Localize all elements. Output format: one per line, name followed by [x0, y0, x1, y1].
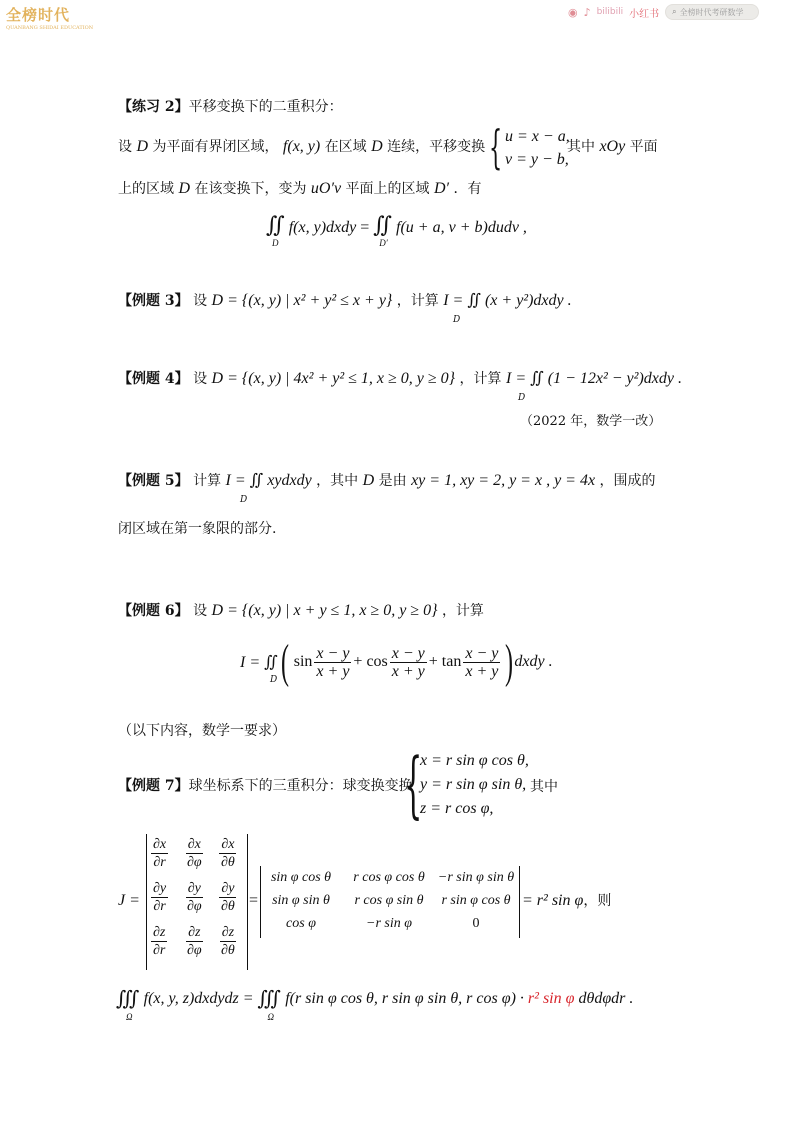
tan-label: + tan — [428, 653, 462, 670]
frac-num: x − y — [391, 644, 425, 662]
example4-source: （2022 年，数学一改） — [520, 414, 662, 429]
example7-heading — [118, 777, 413, 795]
triple-right: f(r sin φ cos θ, r sin φ sin θ, r cos φ) · — [285, 989, 524, 1007]
partial-den: ∂r — [153, 943, 166, 958]
frac-num: x − y — [316, 644, 350, 662]
left-paren: ( — [280, 635, 289, 688]
text: ，其中 — [316, 473, 359, 489]
spherical-x: x = r sin φ cos θ, — [420, 752, 529, 769]
formula-left: f(x, y)dxdy — [288, 219, 357, 236]
partial-den: ∂φ — [187, 899, 202, 914]
text: 设 — [193, 293, 208, 309]
symbol-D: D — [371, 138, 383, 155]
text: 在区域 — [324, 139, 367, 155]
example4-tag: 【例题 4】 — [118, 371, 189, 387]
text: 其中 — [567, 139, 595, 155]
text: 设 — [193, 603, 208, 619]
example4 — [118, 370, 682, 388]
symbol-uOv: uO′v — [310, 180, 342, 197]
practice2-title: 平移变换下的二重积分： — [188, 99, 343, 115]
practice2-tag: 【练习 2】 — [118, 99, 189, 115]
example3 — [118, 292, 572, 310]
system-u: u = x − a, — [505, 128, 570, 145]
frac-den: x + y — [316, 662, 350, 680]
frac-den: x + y — [465, 662, 499, 680]
symbol-D: D — [178, 180, 191, 197]
example6-subscript: D — [270, 675, 278, 685]
text: ，计算 — [396, 293, 439, 309]
partial-derivative — [219, 836, 237, 871]
partial-num: ∂z — [153, 925, 166, 940]
subscript-omega: Ω — [126, 1012, 133, 1022]
matrix-cell: sin φ sin θ — [272, 893, 330, 908]
frac-num: x − y — [465, 644, 499, 662]
example3-subscript: D — [453, 315, 461, 325]
cos-label: + cos — [353, 653, 388, 670]
partial-derivative — [185, 836, 204, 871]
I-eq: I = ∬ — [240, 654, 278, 671]
text: 上的区域 — [118, 181, 174, 197]
system-v: v = y − b, — [505, 151, 569, 168]
J-then: ，则 — [583, 894, 612, 909]
partial-num: ∂y — [153, 881, 167, 896]
bilibili-icon[interactable]: bilibili — [596, 7, 624, 17]
example4-integral: I = ∬ (1 − 12x² − y²)dxdy . — [505, 370, 682, 387]
example7-after: 其中 — [530, 779, 558, 795]
example3-integral: I = ∬ (x + y²)dxdy . — [443, 292, 572, 309]
spherical-brace: { — [404, 742, 423, 826]
text: ，计算 — [459, 371, 502, 387]
matrix-cell: r sin φ cos θ — [441, 893, 511, 908]
matrix-cell: −r sin φ sin θ — [437, 870, 515, 885]
text: ，围成的 — [599, 473, 656, 489]
partial-num: ∂x — [153, 837, 167, 852]
xiaohongshu-icon[interactable]: 小红书 — [629, 8, 660, 20]
matrix-cell: −r sin φ — [366, 916, 412, 931]
partial-num: ∂y — [187, 881, 201, 896]
right-paren: ) — [505, 635, 514, 688]
partial-num: ∂x — [187, 837, 201, 852]
matrix-cell: sin φ cos θ — [270, 870, 332, 885]
text: 平面 — [629, 139, 658, 155]
example5-curves: xy = 1, xy = 2, y = x , y = 4x — [411, 472, 596, 489]
spherical-z: z = r cos φ, — [420, 800, 494, 817]
brand-logo — [6, 4, 93, 31]
partial-num: ∂x — [221, 837, 235, 852]
J-result — [522, 892, 611, 911]
frac-den: x + y — [391, 662, 425, 680]
text: 连续，平移变换 — [387, 139, 486, 155]
partial-den: ∂r — [153, 899, 166, 914]
matrix-cell: 0 — [472, 916, 480, 931]
formula-right: f(u + a, v + b)dudv , — [396, 219, 527, 236]
partial-derivative — [185, 924, 204, 959]
partial-derivative — [219, 924, 237, 959]
text: 设 — [118, 139, 132, 155]
example4-subscript: D — [518, 393, 526, 403]
partial-den: ∂θ — [221, 899, 235, 914]
example5-integral: I = ∬ xydxdy — [225, 472, 312, 489]
example5-line2: 闭区域在第一象限的部分. — [118, 521, 277, 537]
practice2-heading — [118, 98, 343, 116]
text: 为平面有界闭区域， — [152, 139, 279, 155]
triple-tail: dθdφdr . — [578, 989, 634, 1007]
partial-num: ∂y — [221, 881, 235, 896]
search-placeholder: 全榜时代考研数学 — [679, 7, 744, 17]
text: 是由 — [378, 473, 407, 489]
formula-tail: dxdy . — [514, 653, 553, 670]
math1-note: （以下内容，数学一要求） — [118, 723, 286, 739]
subscript-omega: Ω — [267, 1012, 275, 1022]
example6-formula — [240, 635, 553, 688]
partial-derivative — [219, 880, 237, 915]
triple-integral: ∭ Ω f(x, y, z)dxdydz = ∭ Ω f(r sin φ cos θ, r sin φ sin θ, r cos φ) · r² sin φ dθdφdr . — [116, 988, 634, 1022]
partial-den: ∂θ — [221, 855, 235, 870]
sin-label: sin — [293, 653, 313, 670]
search-box[interactable] — [665, 4, 759, 20]
example7-tag: 【例题 7】 — [118, 778, 189, 794]
symbol-xOy: xOy — [599, 138, 626, 155]
logo-text: 全榜时代 — [6, 6, 71, 24]
example6-set: D = {(x, y) | x + y ≤ 1, x ≥ 0, y ≥ 0} — [211, 602, 438, 619]
J-result-value: = r² sin φ — [522, 892, 584, 909]
jacobian-highlight: r² sin φ — [527, 989, 575, 1007]
symbol-fxy: f(x, y) — [282, 138, 321, 155]
partial-den: ∂φ — [187, 855, 202, 870]
subscript-D: D — [272, 238, 279, 248]
partial-num: ∂z — [188, 925, 201, 940]
partial-derivative — [151, 836, 168, 871]
partial-determinant — [146, 834, 248, 970]
example7-title: 球坐标系下的三重积分：球变换变换 — [188, 778, 413, 794]
text: 在该变换下，变为 — [194, 181, 307, 197]
J-eq: J = — [118, 892, 140, 909]
translation-formula: ∬ D f(x, y)dxdy = ∬ D′ f(u + a, v + b)dudv , — [266, 212, 527, 248]
triple-left: f(x, y, z)dxdydz = — [143, 989, 254, 1007]
text: 计算 — [193, 473, 222, 489]
partial-derivative — [185, 880, 204, 915]
partial-num: ∂z — [221, 925, 235, 940]
practice2-line2 — [118, 180, 482, 198]
symbol-D: D — [136, 138, 149, 155]
equals-sign: = — [249, 892, 259, 909]
matrix-cell: cos φ — [286, 916, 316, 931]
system-brace: { — [489, 120, 503, 174]
spherical-y: y = r sin φ sin θ, — [420, 776, 527, 793]
symbol-D: D — [362, 472, 375, 489]
text: ，计算 — [441, 603, 484, 619]
practice2-line1-tail — [567, 138, 658, 156]
example5-subscript: D — [240, 495, 248, 505]
social-bar — [568, 4, 759, 20]
text: 设 — [193, 371, 208, 387]
douyin-icon[interactable]: ♪ — [583, 5, 591, 19]
example3-set: D = {(x, y) | x² + y² ≤ x + y} — [211, 292, 393, 309]
partial-derivative — [151, 924, 167, 959]
example3-tag: 【例题 3】 — [118, 293, 189, 309]
subscript-Dprime: D′ — [379, 238, 388, 248]
jacobian-matrix — [260, 866, 520, 938]
weibo-icon[interactable]: ◉ — [568, 5, 578, 19]
symbol-Dprime: D′ — [433, 180, 450, 197]
practice2-line1 — [118, 138, 485, 156]
text: ．有 — [453, 181, 482, 197]
search-icon: ⌕ — [672, 7, 677, 16]
logo-subtext: QUANBANG SHIDAI EDUCATION — [6, 25, 94, 31]
example4-set: D = {(x, y) | 4x² + y² ≤ 1, x ≥ 0, y ≥ 0} — [211, 370, 456, 387]
example5-line1 — [118, 472, 656, 490]
example6-line1 — [118, 602, 484, 620]
partial-den: ∂θ — [221, 943, 235, 958]
example6-tag: 【例题 6】 — [118, 603, 189, 619]
partial-den: ∂φ — [187, 943, 202, 958]
matrix-cell: r cos φ cos θ — [353, 870, 425, 885]
matrix-cell: r cos φ sin θ — [354, 893, 424, 908]
example5-tag: 【例题 5】 — [118, 473, 189, 489]
partial-den: ∂r — [153, 855, 166, 870]
text: 平面上的区域 — [345, 181, 430, 197]
partial-derivative — [151, 880, 168, 915]
